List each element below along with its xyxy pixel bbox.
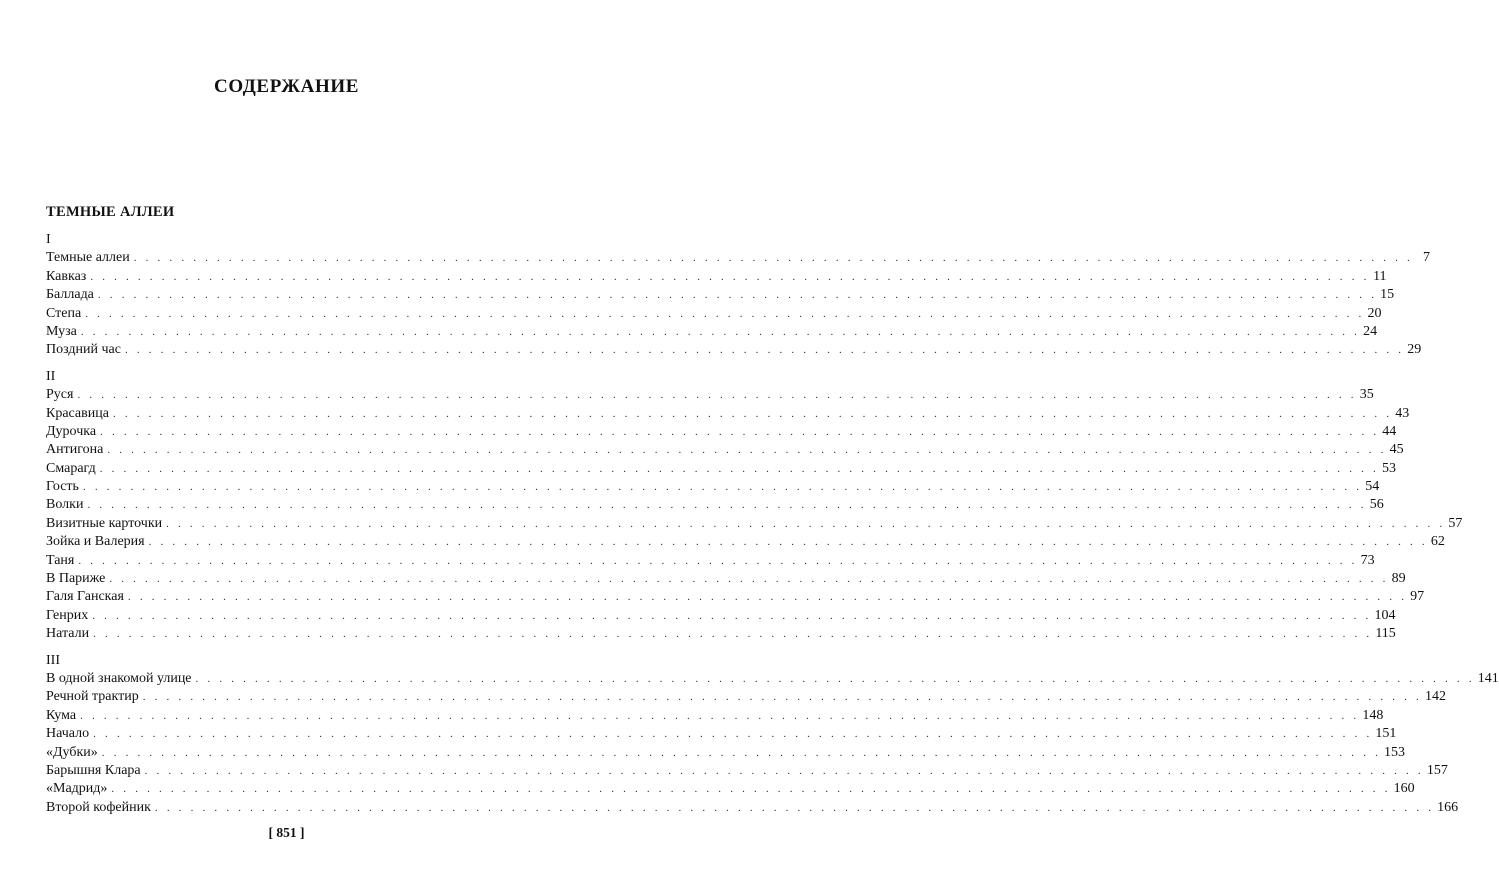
toc-entry-page: 11 [1373,268,1387,284]
toc-entry-title: Речной трактир [46,689,139,705]
toc-entry [46,515,1463,533]
dot-leader: . . . . . . . . . . . . . . . . . . . . . . . . . . . . . . . . . . . . . . . . . . . . . . . . . . . . . . . . . . . . . . . . . . . . . . . . . . . . . . . . . . . . . . . . . . . . . . . . . . . . . . . . . . . . [92,609,1372,622]
toc-entry-page: 57 [1448,515,1463,531]
dot-leader: . . . . . . . . . . . . . . . . . . . . . . . . . . . . . . . . . . . . . . . . . . . . . . . . . . . . . . . . . . . . . . . . . . . . . . . . . . . . . . . . . . . . . . . . . . . . . . . . . . . . . . . . . . . . [100,425,1380,438]
part-label: III [46,652,60,668]
toc-entry-title: Барышня Клара [46,762,141,778]
dot-leader: . . . . . . . . . . . . . . . . . . . . . . . . . . . . . . . . . . . . . . . . . . . . . . . . . . . . . . . . . . . . . . . . . . . . . . . . . . . . . . . . . . . . . . . . . . . . . . . . . . . . . . . . . . . . [82,481,1363,494]
part-spacer [46,360,502,368]
toc-entry-title: «Дубки» [46,744,98,760]
toc-entry-page: 44 [1382,423,1397,439]
toc-entry [46,423,1397,441]
dot-leader: . . . . . . . . . . . . . . . . . . . . . . . . . . . . . . . . . . . . . . . . . . . . . . . . . . . . . . . . . . . . . . . . . . . . . . . . . . . . . . . . . . . . . . . . . . . . . . . . . . . . . . . . . . . . [144,764,1424,777]
dot-leader: . . . . . . . . . . . . . . . . . . . . . . . . . . . . . . . . . . . . . . . . . . . . . . . . . . . . . . . . . . . . . . . . . . . . . . . . . . . . . . . . . . . . . . . . . . . . . . . . . . . . . . . . . . . . [77,389,1357,402]
dot-leader: . . . . . . . . . . . . . . . . . . . . . . . . . . . . . . . . . . . . . . . . . . . . . . . . . . . . . . . . . . . . . . . . . . . . . . . . . . . . . . . . . . . . . . . . . . . . . . . . . . . . . . . . . . . . [133,252,1413,265]
toc-entry-title: Таня [46,552,75,568]
toc-entry-title: Зойка и Валерия [46,534,145,550]
toc-entry [46,707,1384,725]
toc-entry-title: Второй кофейник [46,799,151,815]
page-number: [ 851 ] [268,825,305,840]
toc-entry-title: Красавица [46,405,109,421]
toc-entry-page: 53 [1381,460,1396,476]
part-label: I [46,232,51,247]
toc-entry-title: Волки [46,497,84,513]
toc-entry-page: 104 [1374,607,1396,623]
dot-leader: . . . . . . . . . . . . . . . . . . . . . . . . . . . . . . . . . . . . . . . . . . . . . . . . . . . . . . . . . . . . . . . . . . . . . . . . . . . . . . . . . . . . . . . . . . . . . . . . . . . . . . . . . . . . [99,462,1379,475]
toc-entry [46,625,1396,643]
dot-leader: . . . . . . . . . . . . . . . . . . . . . . . . . . . . . . . . . . . . . . . . . . . . . . . . . . . . . . . . . . . . . . . . . . . . . . . . . . . . . . . . . . . . . . . . . . . . . . . . . . . . . . . . . . . . [195,672,1475,685]
toc-entry-page: 166 [1437,799,1459,815]
toc-entry-title: Баллада [46,287,94,303]
toc-entry [46,305,1382,323]
toc-entry-title: Кума [46,707,77,723]
toc-entry-page: 62 [1430,534,1445,550]
dot-leader: . . . . . . . . . . . . . . . . . . . . . . . . . . . . . . . . . . . . . . . . . . . . . . . . . . . . . . . . . . . . . . . . . . . . . . . . . . . . . . . . . . . . . . . . . . . . . . . . . . . . . . . . . . . . [93,728,1373,741]
toc-entry-title: Руся [46,387,74,403]
toc-entry [46,552,1375,570]
dot-leader: . . . . . . . . . . . . . . . . . . . . . . . . . . . . . . . . . . . . . . . . . . . . . . . . . . . . . . . . . . . . . . . . . . . . . . . . . . . . . . . . . . . . . . . . . . . . . . . . . . . . . . . . . . . . [93,628,1373,641]
toc-entry-page: 20 [1367,305,1382,321]
dot-leader: . . . . . . . . . . . . . . . . . . . . . . . . . . . . . . . . . . . . . . . . . . . . . . . . . . . . . . . . . . . . . . . . . . . . . . . . . . . . . . . . . . . . . . . . . . . . . . . . . . . . . . . . . . . . [109,573,1389,586]
dot-leader: . . . . . . . . . . . . . . . . . . . . . . . . . . . . . . . . . . . . . . . . . . . . . . . . . . . . . . . . . . . . . . . . . . . . . . . . . . . . . . . . . . . . . . . . . . . . . . . . . . . . . . . . . . . . [111,783,1391,796]
toc-entry-page: 56 [1369,497,1384,513]
toc-entry [46,478,1380,496]
dot-leader: . . . . . . . . . . . . . . . . . . . . . . . . . . . . . . . . . . . . . . . . . . . . . . . . . . . . . . . . . . . . . . . . . . . . . . . . . . . . . . . . . . . . . . . . . . . . . . . . . . . . . . . . . . . . [142,691,1422,704]
part-spacer [46,644,502,652]
toc-entry-title: Кавказ [46,268,87,284]
toc-entry [46,744,1406,762]
toc-entry-page: 115 [1375,626,1396,642]
toc-entry [46,268,1387,286]
toc-entry-title: Дурочка [46,423,97,439]
toc-entry [46,496,1384,514]
toc-entry [46,780,1415,798]
toc-entry-page: 141 [1477,670,1499,686]
toc-entry-page: 160 [1393,781,1415,797]
toc-entry [46,570,1406,588]
toc-entry-title: «Мадрид» [46,781,108,797]
dot-leader: . . . . . . . . . . . . . . . . . . . . . . . . . . . . . . . . . . . . . . . . . . . . . . . . . . . . . . . . . . . . . . . . . . . . . . . . . . . . . . . . . . . . . . . . . . . . . . . . . . . . . . . . . . . . [101,746,1382,759]
toc-entry [46,441,1404,459]
toc-entry-page: 15 [1380,287,1395,303]
toc-entry [46,588,1425,606]
toc-entry [46,762,1448,780]
section-title: ТЕМНЫЕ АЛЛЕИ [46,204,175,220]
page-title: СОДЕРЖАНИЕ [214,76,359,97]
toc-entry-page: 35 [1359,387,1374,403]
toc-entry [46,799,1459,817]
dot-leader: . . . . . . . . . . . . . . . . . . . . . . . . . . . . . . . . . . . . . . . . . . . . . . . . . . . . . . . . . . . . . . . . . . . . . . . . . . . . . . . . . . . . . . . . . . . . . . . . . . . . . . . . . . . . [154,801,1435,814]
dot-leader: . . . . . . . . . . . . . . . . . . . . . . . . . . . . . . . . . . . . . . . . . . . . . . . . . . . . . . . . . . . . . . . . . . . . . . . . . . . . . . . . . . . . . . . . . . . . . . . . . . . . . . . . . . . . [148,536,1428,549]
dot-leader: . . . . . . . . . . . . . . . . . . . . . . . . . . . . . . . . . . . . . . . . . . . . . . . . . . . . . . . . . . . . . . . . . . . . . . . . . . . . . . . . . . . . . . . . . . . . . . . . . . . . . . . . . . . . [166,517,1446,530]
toc-entry-title: Поздний час [46,342,121,358]
toc-entry-page: 142 [1424,689,1446,705]
toc-entry-page: 7 [1422,250,1430,266]
toc-entry [46,725,1397,743]
toc-entry-title: Натали [46,626,90,642]
toc-entry-title: Муза [46,323,77,339]
toc-entry-title: Степа [46,305,82,321]
toc-entry [46,323,1378,341]
toc-entry-page: 43 [1395,405,1410,421]
toc-entry-page: 29 [1407,342,1422,358]
table-of-contents [46,231,1499,817]
toc-entry-title: Темные аллеи [46,250,130,266]
toc-entry-title: Визитные карточки [46,515,163,531]
toc-entry [46,386,1374,404]
toc-entry [46,533,1445,551]
toc-entry-page: 73 [1360,552,1375,568]
toc-entry-title: В одной знакомой улице [46,670,192,686]
toc-entry-page: 151 [1375,726,1397,742]
toc-entry [46,341,1422,359]
toc-entry [46,670,1499,688]
toc-entry [46,286,1395,304]
toc-entry-title: Генрих [46,607,89,623]
dot-leader: . . . . . . . . . . . . . . . . . . . . . . . . . . . . . . . . . . . . . . . . . . . . . . . . . . . . . . . . . . . . . . . . . . . . . . . . . . . . . . . . . . . . . . . . . . . . . . . . . . . . . . . . . . . . [80,325,1361,338]
part-label: II [46,368,56,384]
toc-entry-page: 148 [1362,707,1384,723]
toc-entry [46,607,1396,625]
toc-entry [46,405,1410,423]
toc-entry-title: Антигона [46,442,104,458]
dot-leader: . . . . . . . . . . . . . . . . . . . . . . . . . . . . . . . . . . . . . . . . . . . . . . . . . . . . . . . . . . . . . . . . . . . . . . . . . . . . . . . . . . . . . . . . . . . . . . . . . . . . . . . . . . . . [107,444,1387,457]
toc-entry-page: 157 [1426,762,1448,778]
dot-leader: . . . . . . . . . . . . . . . . . . . . . . . . . . . . . . . . . . . . . . . . . . . . . . . . . . . . . . . . . . . . . . . . . . . . . . . . . . . . . . . . . . . . . . . . . . . . . . . . . . . . . . . . . . . . [112,407,1393,420]
toc-entry [46,460,1396,478]
toc-entry-page: 54 [1365,479,1380,495]
toc-entry-title: Начало [46,726,90,742]
toc-entry-title: Гость [46,479,79,495]
dot-leader: . . . . . . . . . . . . . . . . . . . . . . . . . . . . . . . . . . . . . . . . . . . . . . . . . . . . . . . . . . . . . . . . . . . . . . . . . . . . . . . . . . . . . . . . . . . . . . . . . . . . . . . . . . . . [97,289,1378,302]
toc-entry [46,688,1446,706]
toc-entry-page: 89 [1391,571,1406,587]
toc-entry-page: 45 [1389,442,1404,458]
toc-entry-page: 153 [1384,744,1406,760]
toc-entry-title: Галя Ганская [46,589,124,605]
dot-leader: . . . . . . . . . . . . . . . . . . . . . . . . . . . . . . . . . . . . . . . . . . . . . . . . . . . . . . . . . . . . . . . . . . . . . . . . . . . . . . . . . . . . . . . . . . . . . . . . . . . . . . . . . . . . [78,554,1358,567]
dot-leader: . . . . . . . . . . . . . . . . . . . . . . . . . . . . . . . . . . . . . . . . . . . . . . . . . . . . . . . . . . . . . . . . . . . . . . . . . . . . . . . . . . . . . . . . . . . . . . . . . . . . . . . . . . . . [90,270,1370,283]
dot-leader: . . . . . . . . . . . . . . . . . . . . . . . . . . . . . . . . . . . . . . . . . . . . . . . . . . . . . . . . . . . . . . . . . . . . . . . . . . . . . . . . . . . . . . . . . . . . . . . . . . . . . . . . . . . . [80,709,1360,722]
toc-entry-page: 24 [1363,323,1378,339]
toc-entry-title: Смарагд [46,460,96,476]
dot-leader: . . . . . . . . . . . . . . . . . . . . . . . . . . . . . . . . . . . . . . . . . . . . . . . . . . . . . . . . . . . . . . . . . . . . . . . . . . . . . . . . . . . . . . . . . . . . . . . . . . . . . . . . . . . . [127,591,1408,604]
dot-leader: . . . . . . . . . . . . . . . . . . . . . . . . . . . . . . . . . . . . . . . . . . . . . . . . . . . . . . . . . . . . . . . . . . . . . . . . . . . . . . . . . . . . . . . . . . . . . . . . . . . . . . . . . . . . [87,499,1367,512]
dot-leader: . . . . . . . . . . . . . . . . . . . . . . . . . . . . . . . . . . . . . . . . . . . . . . . . . . . . . . . . . . . . . . . . . . . . . . . . . . . . . . . . . . . . . . . . . . . . . . . . . . . . . . . . . . . . [124,344,1405,357]
toc-entry-title: В Париже [46,571,106,587]
toc-entry [46,249,1430,267]
toc-entry-page: 97 [1410,589,1425,605]
dot-leader: . . . . . . . . . . . . . . . . . . . . . . . . . . . . . . . . . . . . . . . . . . . . . . . . . . . . . . . . . . . . . . . . . . . . . . . . . . . . . . . . . . . . . . . . . . . . . . . . . . . . . . . . . . . . [85,307,1365,320]
